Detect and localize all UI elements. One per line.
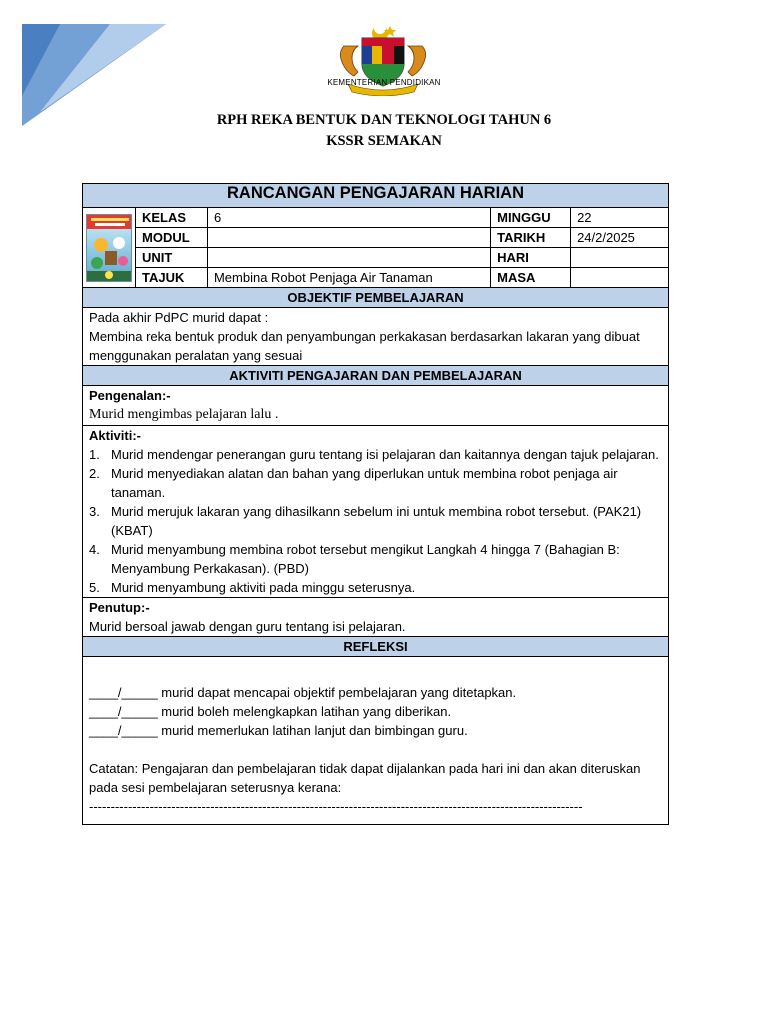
label-tajuk: TAJUK [136, 268, 208, 288]
list-item: 3. Murid merujuk lakaran yang dihasilkann sebelum ini untuk membina robot tersebut. (PAK21) (KBAT) [89, 504, 642, 538]
textbook-cover-image [86, 214, 132, 282]
list-item: 4. Murid menyambung membina robot tersebut mengikut Langkah 4 hingga 7 (Bahagian B: Menyambung Perkakasan). (PBD) [89, 542, 620, 576]
value-tarikh[interactable]: 24/2/2025 [571, 228, 669, 248]
reflection-cell[interactable] [83, 657, 669, 825]
activities-heading: AKTIVITI PENGAJARAN DAN PEMBELAJARAN [83, 366, 669, 386]
list-item: 5. Murid menyambung aktiviti pada minggu seterusnya. [89, 580, 416, 595]
document-title: RPH REKA BENTUK DAN TEKNOLOGI TAHUN 6 [216, 112, 552, 128]
introduction-label: Pengenalan:- [89, 388, 171, 403]
objective-cell [83, 308, 669, 366]
activity-list [89, 445, 662, 597]
label-modul: MODUL [136, 228, 208, 248]
objective-text: Membina reka bentuk produk dan penyambungan perkakasan berdasarkan lakaran yang dibuat menggunakan peralatan yang sesuai [89, 329, 640, 363]
label-unit: UNIT [136, 248, 208, 268]
value-masa[interactable] [571, 268, 669, 288]
value-modul[interactable] [207, 228, 490, 248]
reflection-dashes: ------------------------------------------------------------------------------------------------------------------ [89, 799, 583, 814]
label-masa: MASA [491, 268, 571, 288]
closing-label: Penutup:- [89, 600, 150, 615]
objective-heading: OBJEKTIF PEMBELAJARAN [83, 288, 669, 308]
closing-cell [83, 598, 669, 637]
closing-text: Murid bersoal jawab dengan guru tentang isi pelajaran. [89, 619, 406, 634]
list-item: 2. Murid menyediakan alatan dan bahan yang diperlukan untuk membina robot penjaga air tanaman. [89, 466, 618, 500]
value-minggu[interactable]: 22 [571, 208, 669, 228]
label-tarikh: TARIKH [491, 228, 571, 248]
reflection-note: Catatan: Pengajaran dan pembelajaran tidak dapat dijalankan pada hari ini dan akan diteruskan pada sesi pembelajaran seterusnya kerana: [89, 761, 641, 795]
value-hari[interactable] [571, 248, 669, 268]
document-subtitle: KSSR SEMAKAN [326, 133, 442, 149]
reflection-line-achieved: ____/_____ murid dapat mencapai objektif pembelajaran yang ditetapkan. [89, 685, 517, 700]
introduction-cell [83, 386, 669, 426]
introduction-text: Murid mengimbas pelajaran lalu . [89, 407, 279, 422]
value-unit[interactable] [207, 248, 490, 268]
label-hari: HARI [491, 248, 571, 268]
label-kelas: KELAS [136, 208, 208, 228]
ministry-name: KEMENTERIAN PENDIDIKAN [327, 78, 441, 87]
activity-cell [83, 426, 669, 598]
objective-intro: Pada akhir PdPC murid dapat : [89, 310, 269, 325]
reflection-line-needs-help: ____/_____ murid memerlukan latihan lanjut dan bimbingan guru. [89, 723, 468, 738]
value-kelas[interactable]: 6 [207, 208, 490, 228]
list-item: 1. Murid mendengar penerangan guru tentang isi pelajaran dan kaitannya dengan tajuk pelajaran. [89, 447, 659, 462]
activity-label: Aktiviti:- [89, 428, 141, 443]
reflection-heading: REFLEKSI [83, 637, 669, 657]
value-tajuk[interactable]: Membina Robot Penjaga Air Tanaman [207, 268, 490, 288]
lesson-plan-table [82, 183, 669, 825]
form-title: RANCANGAN PENGAJARAN HARIAN [83, 184, 669, 208]
label-minggu: MINGGU [491, 208, 571, 228]
reflection-line-completed: ____/_____ murid boleh melengkapkan latihan yang diberikan. [89, 704, 452, 719]
textbook-cover-cell [83, 208, 136, 288]
